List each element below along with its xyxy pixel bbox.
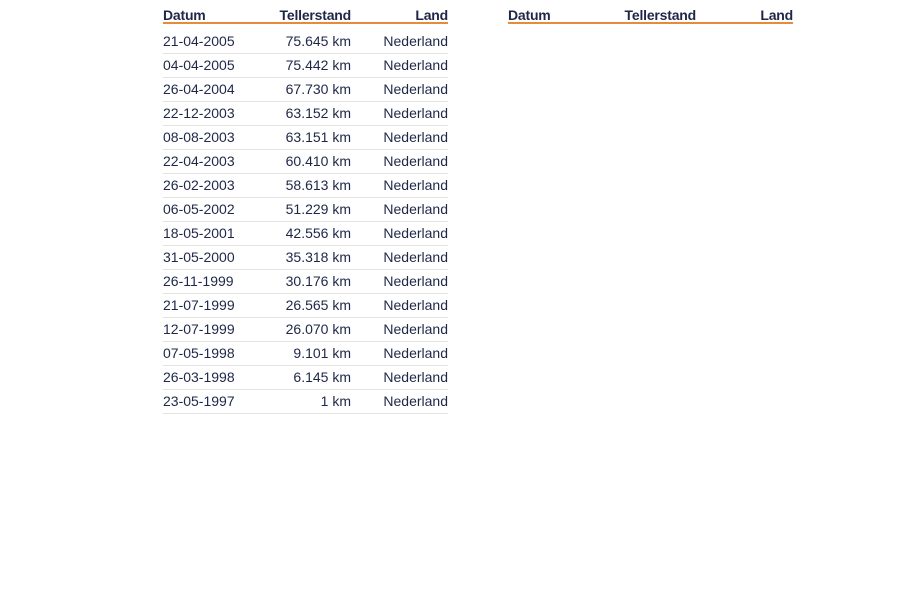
cell-date: 31-05-2000 bbox=[163, 246, 263, 270]
column-header-date: Datum bbox=[163, 6, 263, 23]
mileage-table-right bbox=[508, 6, 793, 24]
column-header-country: Land bbox=[351, 6, 448, 23]
cell-country: Nederland bbox=[351, 270, 448, 294]
cell-country: Nederland bbox=[351, 246, 448, 270]
mileage-rows bbox=[163, 23, 448, 414]
table-row bbox=[163, 366, 448, 390]
cell-date: 22-04-2003 bbox=[163, 150, 263, 174]
cell-date: 06-05-2002 bbox=[163, 198, 263, 222]
cell-odometer: 60.410 km bbox=[263, 150, 351, 174]
cell-country: Nederland bbox=[351, 23, 448, 54]
cell-country: Nederland bbox=[351, 54, 448, 78]
cell-odometer: 51.229 km bbox=[263, 198, 351, 222]
cell-odometer: 30.176 km bbox=[263, 270, 351, 294]
table-row bbox=[163, 198, 448, 222]
table-row bbox=[163, 174, 448, 198]
cell-country: Nederland bbox=[351, 318, 448, 342]
column-header-odometer: Tellerstand bbox=[608, 6, 696, 23]
cell-date: 08-08-2003 bbox=[163, 126, 263, 150]
table-row bbox=[163, 54, 448, 78]
table-row bbox=[163, 222, 448, 246]
table-row bbox=[163, 318, 448, 342]
cell-date: 12-07-1999 bbox=[163, 318, 263, 342]
cell-country: Nederland bbox=[351, 222, 448, 246]
table-row bbox=[163, 78, 448, 102]
cell-date: 04-04-2005 bbox=[163, 54, 263, 78]
cell-odometer: 42.556 km bbox=[263, 222, 351, 246]
table-row bbox=[163, 390, 448, 414]
cell-country: Nederland bbox=[351, 150, 448, 174]
cell-date: 18-05-2001 bbox=[163, 222, 263, 246]
cell-odometer: 67.730 km bbox=[263, 78, 351, 102]
table-row bbox=[163, 342, 448, 366]
cell-odometer: 1 km bbox=[263, 390, 351, 414]
cell-odometer: 9.101 km bbox=[263, 342, 351, 366]
cell-date: 22-12-2003 bbox=[163, 102, 263, 126]
cell-country: Nederland bbox=[351, 342, 448, 366]
cell-date: 21-07-1999 bbox=[163, 294, 263, 318]
cell-date: 26-02-2003 bbox=[163, 174, 263, 198]
cell-date: 07-05-1998 bbox=[163, 342, 263, 366]
cell-date: 26-04-2004 bbox=[163, 78, 263, 102]
cell-odometer: 58.613 km bbox=[263, 174, 351, 198]
table-row bbox=[163, 246, 448, 270]
cell-odometer: 6.145 km bbox=[263, 366, 351, 390]
table-row bbox=[163, 294, 448, 318]
mileage-table-left bbox=[163, 6, 448, 414]
table-header-row bbox=[163, 6, 448, 23]
cell-odometer: 35.318 km bbox=[263, 246, 351, 270]
cell-date: 23-05-1997 bbox=[163, 390, 263, 414]
cell-date: 21-04-2005 bbox=[163, 23, 263, 54]
cell-country: Nederland bbox=[351, 78, 448, 102]
cell-odometer: 26.565 km bbox=[263, 294, 351, 318]
cell-date: 26-11-1999 bbox=[163, 270, 263, 294]
cell-date: 26-03-1998 bbox=[163, 366, 263, 390]
cell-country: Nederland bbox=[351, 102, 448, 126]
column-header-country: Land bbox=[696, 6, 793, 23]
cell-odometer: 75.645 km bbox=[263, 23, 351, 54]
cell-country: Nederland bbox=[351, 198, 448, 222]
cell-odometer: 63.151 km bbox=[263, 126, 351, 150]
cell-odometer: 75.442 km bbox=[263, 54, 351, 78]
table-row bbox=[163, 150, 448, 174]
cell-odometer: 63.152 km bbox=[263, 102, 351, 126]
table-row bbox=[163, 102, 448, 126]
cell-country: Nederland bbox=[351, 174, 448, 198]
cell-country: Nederland bbox=[351, 126, 448, 150]
table-row bbox=[163, 23, 448, 54]
table-row bbox=[163, 270, 448, 294]
cell-country: Nederland bbox=[351, 366, 448, 390]
cell-country: Nederland bbox=[351, 294, 448, 318]
cell-odometer: 26.070 km bbox=[263, 318, 351, 342]
table-row bbox=[163, 126, 448, 150]
cell-country: Nederland bbox=[351, 390, 448, 414]
table-header-row bbox=[508, 6, 793, 23]
column-header-date: Datum bbox=[508, 6, 608, 23]
column-header-odometer: Tellerstand bbox=[263, 6, 351, 23]
